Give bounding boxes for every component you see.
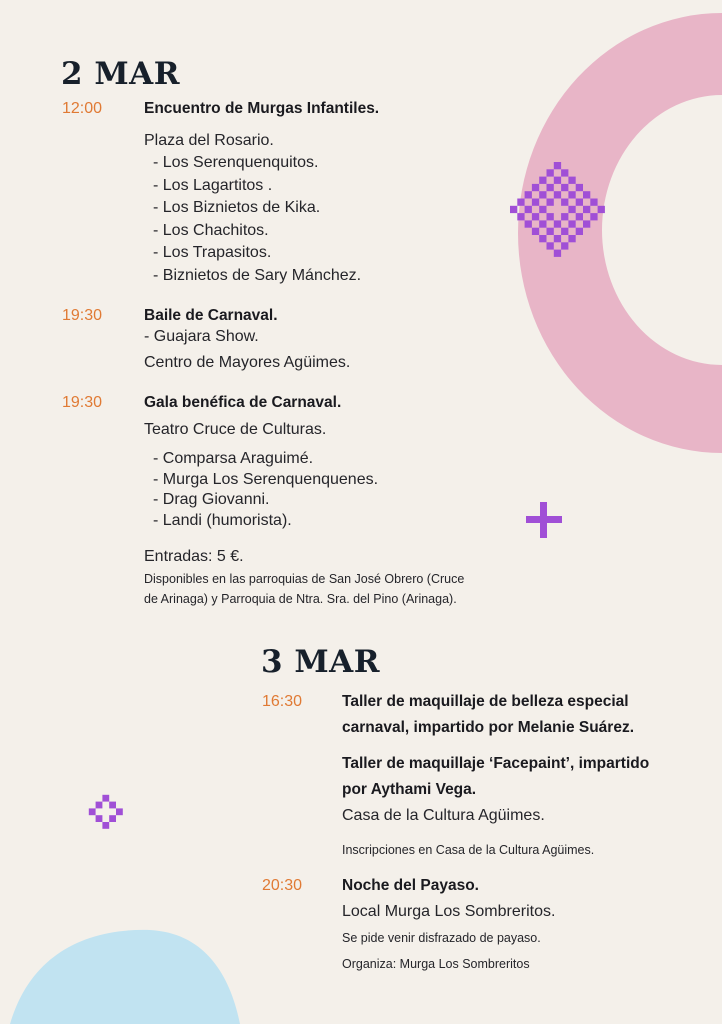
sparkle-pixel <box>539 177 546 184</box>
list-item: - Los Serenquenquitos. <box>153 154 319 171</box>
sparkle-pixel <box>554 162 561 169</box>
ticket-price: Entradas: 5 €. <box>144 548 244 565</box>
pixel-plus-icon <box>526 502 566 542</box>
event-place: Casa de la Cultura Agüimes. <box>342 807 545 824</box>
sparkle-pixel <box>554 191 561 198</box>
sparkle-pixel <box>547 184 554 191</box>
sparkle-pixel <box>517 213 524 220</box>
event-title-line: carnaval, impartido por Melanie Suárez. <box>342 719 635 736</box>
sparkle-pixel <box>116 808 123 815</box>
event-title <box>342 751 649 803</box>
performer-list <box>153 152 361 287</box>
event-title: Gala benéfica de Carnaval. <box>144 394 342 411</box>
sparkle-pixel <box>568 191 575 198</box>
sparkle-pixel <box>547 213 554 220</box>
sparkle-pixel <box>102 795 109 802</box>
sparkle-pixel <box>583 191 590 198</box>
sparkle-pixel <box>590 199 597 206</box>
sparkle-pixel <box>539 206 546 213</box>
ticket-note <box>144 569 464 609</box>
list-item: - Landi (humorista). <box>153 511 292 529</box>
event-title-line: Taller de maquillaje de belleza especial <box>342 693 629 710</box>
sparkle-pixel <box>598 206 605 213</box>
day-title: 3 MAR <box>261 644 380 680</box>
sparkle-pixel <box>547 228 554 235</box>
sparkle-pixel <box>547 199 554 206</box>
event-time: 12:00 <box>62 100 103 117</box>
sparkle-pixel <box>510 206 517 213</box>
sparkle-pixel <box>561 199 568 206</box>
performer-list <box>153 449 378 531</box>
event-title: Noche del Payaso. <box>342 877 479 894</box>
sparkle-pixel <box>109 802 116 809</box>
sparkle-pixel <box>109 815 116 822</box>
event-note: Se pide venir disfrazado de payaso. <box>342 931 541 945</box>
sparkle-pixel <box>561 169 568 176</box>
sparkle-pixel <box>576 199 583 206</box>
event-title: Baile de Carnaval. <box>144 307 278 324</box>
sparkle-pixel <box>590 213 597 220</box>
sparkle-pixel <box>561 184 568 191</box>
sparkle-pixel <box>554 177 561 184</box>
sparkle-pixel <box>517 199 524 206</box>
sparkle-pixel <box>561 228 568 235</box>
sparkle-pixel <box>96 802 103 809</box>
sparkle-pixel <box>102 822 109 829</box>
event-note: Inscripciones en Casa de la Cultura Agüimes. <box>342 843 595 857</box>
sparkle-pixel <box>525 191 532 198</box>
sparkle-pixel <box>532 213 539 220</box>
sparkle-pixel <box>576 213 583 220</box>
event-title <box>342 689 634 741</box>
event-place: Centro de Mayores Agüimes. <box>144 354 351 371</box>
sparkle-pixel <box>568 177 575 184</box>
sparkle-pixel <box>576 228 583 235</box>
pixel-sparkle-icon <box>82 788 138 844</box>
sparkle-pixel <box>561 213 568 220</box>
sparkle-pixel <box>561 242 568 249</box>
sparkle-pixel <box>525 220 532 227</box>
list-item: - Biznietos de Sary Mánchez. <box>153 266 362 284</box>
sparkle-pixel <box>583 220 590 227</box>
list-item: - Los Trapasitos. <box>153 244 272 261</box>
event-note: Organiza: Murga Los Sombreritos <box>342 957 530 971</box>
sparkle-pixel <box>96 815 103 822</box>
sparkle-pixel <box>532 199 539 206</box>
sparkle-pixel <box>554 235 561 242</box>
sparkle-pixel <box>532 184 539 191</box>
pixel-sparkle-icon <box>510 162 610 262</box>
event-title: Encuentro de Murgas Infantiles. <box>144 100 380 117</box>
event-place: Local Murga Los Sombreritos. <box>342 903 556 920</box>
sparkle-pixel <box>568 206 575 213</box>
ticket-note-line: Disponibles en las parroquias de San José Obrero (Cruce <box>144 572 465 586</box>
event-time: 19:30 <box>62 394 103 411</box>
sparkle-pixel <box>539 191 546 198</box>
sparkle-pixel <box>554 220 561 227</box>
list-item: - Comparsa Araguimé. <box>153 450 314 467</box>
list-item: - Murga Los Serenquenquenes. <box>153 470 379 488</box>
sparkle-pixel <box>539 220 546 227</box>
event-time: 20:30 <box>262 877 303 894</box>
sparkle-pixel <box>547 169 554 176</box>
list-item: - Los Lagartitos . <box>153 176 273 194</box>
sparkle-pixel <box>532 228 539 235</box>
event-time: 19:30 <box>62 307 103 324</box>
sparkle-pixel <box>539 235 546 242</box>
list-item: - Los Biznietos de Kika. <box>153 199 321 216</box>
performer-item: - Guajara Show. <box>144 328 259 345</box>
event-title-line: por Aythami Vega. <box>342 781 477 798</box>
list-item: - Drag Giovanni. <box>153 491 270 508</box>
sparkle-pixel <box>525 206 532 213</box>
sparkle-pixel <box>568 235 575 242</box>
ticket-note-line: de Arinaga) y Parroquia de Ntra. Sra. del Pino (Arinaga). <box>144 592 457 606</box>
sparkle-pixel <box>547 242 554 249</box>
sparkle-pixel <box>554 250 561 257</box>
list-item: - Los Chachitos. <box>153 221 269 239</box>
event-place: Plaza del Rosario. <box>144 132 274 149</box>
day-title: 2 MAR <box>61 56 180 92</box>
event-time: 16:30 <box>262 693 303 710</box>
event-place: Teatro Cruce de Culturas. <box>144 421 327 438</box>
sparkle-pixel <box>89 808 96 815</box>
sparkle-pixel <box>583 206 590 213</box>
sparkle-pixel <box>576 184 583 191</box>
sparkle-pixel <box>568 220 575 227</box>
event-title-line: Taller de maquillaje ‘Facepaint’, impartido <box>342 755 650 772</box>
